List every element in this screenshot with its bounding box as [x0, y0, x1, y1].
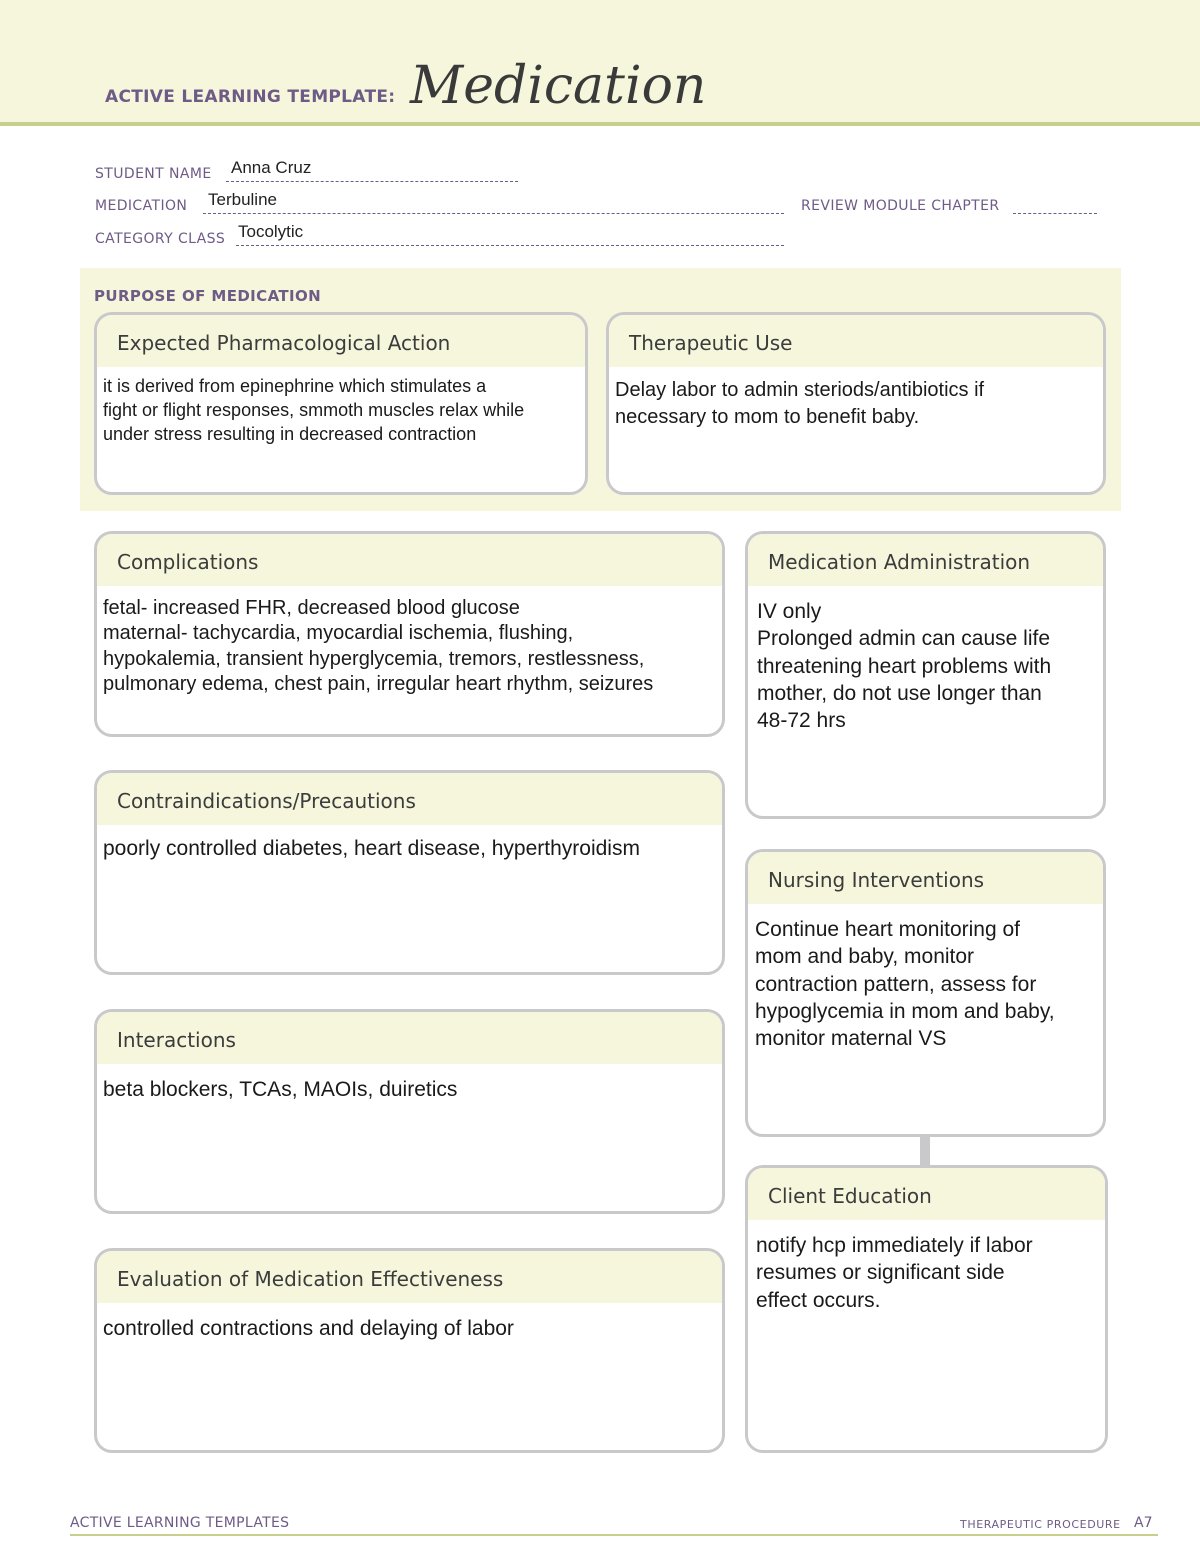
expected-action-heading: Expected Pharmacological Action — [97, 315, 585, 367]
nursing-interventions-text[interactable]: Continue heart monitoring of mom and baby, monitor contraction pattern, assess for hypoglycemia in mom and baby, monitor maternal VS — [755, 918, 1055, 1051]
contraindications-text[interactable]: poorly controlled diabetes, heart disease, hyperthyroidism — [103, 837, 640, 860]
evaluation-heading: Evaluation of Medication Effectiveness — [97, 1251, 722, 1303]
medication-field[interactable]: Terbuline — [208, 190, 277, 209]
contraindications-box — [94, 770, 725, 975]
client-education-text[interactable]: notify hcp immediately if labor resumes or significant side effect occurs. — [756, 1234, 1033, 1312]
box-connector — [920, 1135, 930, 1167]
complications-heading: Complications — [97, 534, 722, 586]
interactions-text[interactable]: beta blockers, TCAs, MAOIs, duiretics — [103, 1078, 458, 1101]
interactions-heading: Interactions — [97, 1012, 722, 1064]
student-name-line — [226, 181, 518, 182]
category-class-field[interactable]: Tocolytic — [238, 222, 304, 241]
therapeutic-use-box — [606, 312, 1106, 495]
medication-label: MEDICATION — [95, 198, 188, 214]
expected-action-text[interactable]: it is derived from epinephrine which stimulates a fight or flight responses, smmoth muscles relax while under stress resulting in decreased contraction — [103, 376, 525, 444]
page-title: Medication — [410, 56, 707, 116]
expected-action-box — [94, 312, 588, 495]
complications-box — [94, 531, 725, 737]
footer-right-label: THERAPEUTIC PROCEDURE — [960, 1518, 1121, 1531]
footer-rule — [70, 1534, 1158, 1536]
nursing-interventions-box — [745, 849, 1106, 1137]
therapeutic-use-heading: Therapeutic Use — [609, 315, 1103, 367]
student-name-label: STUDENT NAME — [95, 166, 212, 182]
category-class-label: CATEGORY CLASS — [95, 231, 226, 247]
category-class-line — [236, 245, 784, 246]
medication-administration-box — [745, 531, 1106, 819]
interactions-box — [94, 1009, 725, 1214]
purpose-title: PURPOSE OF MEDICATION — [94, 287, 322, 305]
template-label: ACTIVE LEARNING TEMPLATE: — [105, 87, 396, 107]
client-education-box — [745, 1165, 1108, 1453]
therapeutic-use-text[interactable]: Delay labor to admin steriods/antibiotics if necessary to mom to benefit baby. — [615, 379, 985, 428]
student-name-field[interactable]: Anna Cruz — [231, 158, 312, 177]
footer-left-label: ACTIVE LEARNING TEMPLATES — [70, 1515, 290, 1531]
medication-administration-heading: Medication Administration — [748, 534, 1103, 586]
review-module-field[interactable] — [1013, 213, 1097, 214]
client-education-heading: Client Education — [748, 1168, 1105, 1220]
medication-line — [203, 213, 784, 214]
evaluation-text[interactable]: controlled contractions and delaying of labor — [103, 1317, 514, 1340]
page-number: A7 — [1134, 1515, 1153, 1531]
contraindications-heading: Contraindications/Precautions — [97, 773, 722, 825]
review-module-label: REVIEW MODULE CHAPTER — [801, 198, 1000, 214]
complications-text[interactable]: fetal- increased FHR, decreased blood glucose maternal- tachycardia, myocardial ischemia, flushing, hypokalemia, transient hyperglycemia, tremors, restlessness, pulmonary edema, chest pain, irregular heart rhythm, seizures — [103, 597, 654, 696]
nursing-interventions-heading: Nursing Interventions — [748, 852, 1103, 904]
evaluation-box — [94, 1248, 725, 1453]
header-rule — [0, 122, 1200, 126]
medication-administration-text[interactable]: IV only Prolonged admin can cause life threatening heart problems with mother, do not use longer than 48-72 hrs — [757, 600, 1052, 733]
